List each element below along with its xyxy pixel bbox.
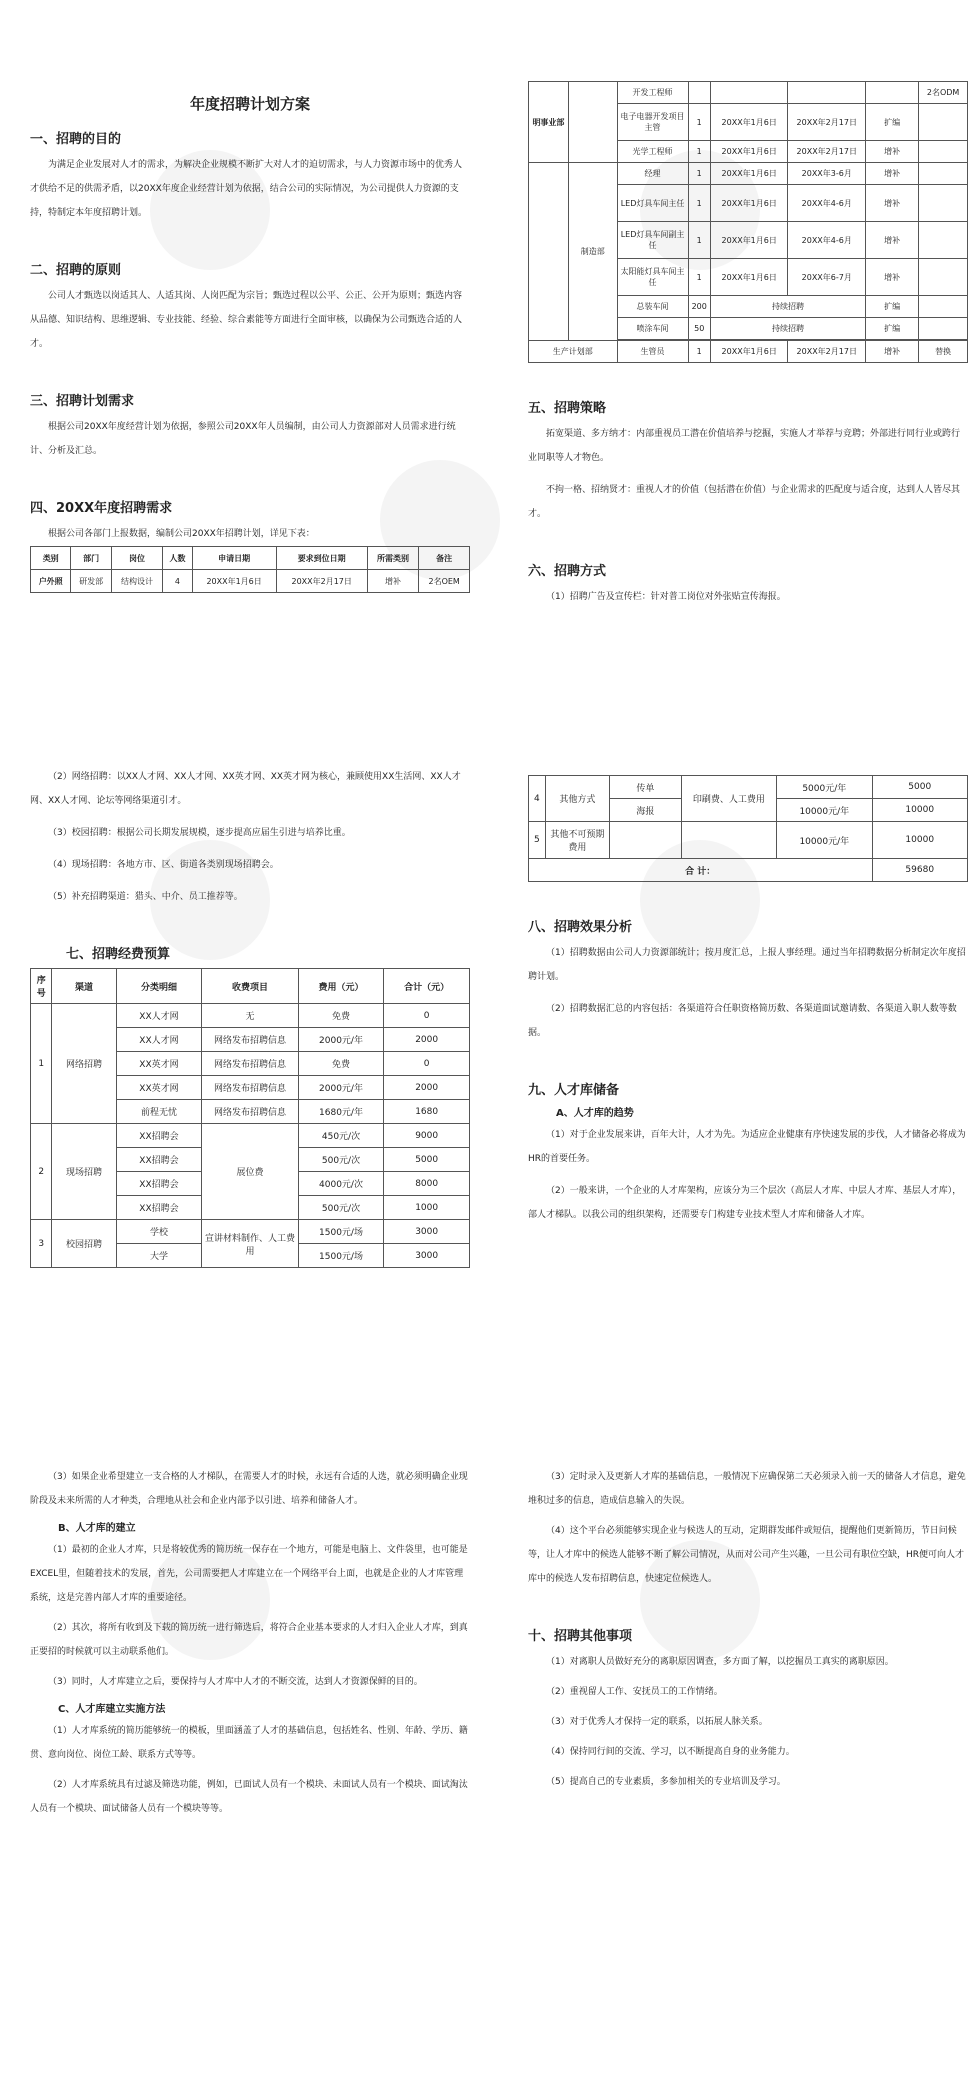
table-cell: 20XX年1月6日 [710,141,788,163]
table-cell: 3000 [384,1244,470,1268]
table-cell [919,222,968,259]
table-row [31,1124,470,1148]
table-header: 岗位 [111,547,163,570]
table-cell: 替换 [919,341,968,363]
table-cell: 制造部 [568,163,617,341]
table-cell: 增补 [866,141,919,163]
paragraph: （4）保持同行间的交流、学习，以不断提高自身的业务能力。 [546,1747,795,1757]
table-cell: 2名ODM [919,82,968,104]
paragraph: （1）最初的企业人才库，只是将较优秀的简历统一保存在一个地方，可能是电脑上、文件袋里，也可能是EXCEL里，但随着技术的发展，首先，公司需要把人才库建立在一个网络平台上面，也就是企业的人才库管理系统，这是完善内部人才库的重要途径。 [30,1545,468,1603]
table-row [529,776,968,799]
table-cell: 2 [31,1124,52,1220]
table-cell: 扩编 [866,296,919,318]
table-cell: 1 [31,1004,52,1124]
table-cell: 光学工程师 [617,141,688,163]
table-cell: 20XX年1月6日 [192,570,276,593]
table-cell: 1500元/场 [298,1244,384,1268]
paragraph: （2）一般来讲，一个企业的人才库架构，应该分为三个层次（高层人才库、中层人才库、基层人才库），部人才梯队。以我公司的组织架构，还需要专门构建专业技术型人才库和储备人才库。 [528,1186,962,1220]
table-cell: 10000元/年 [777,822,872,859]
paragraph: 根据公司各部门上报数据，编制公司20XX年招聘计划，详见下表： [48,529,315,539]
table-header: 类别 [31,547,71,570]
table-cell: 20XX年3-6月 [788,163,866,185]
paragraph: （4）现场招聘：各地方市、区、街道各类别现场招聘会。 [48,860,279,870]
table-cell: 开发工程师 [617,82,688,104]
paragraph: （5）提高自己的专业素质，多参加相关的专业培训及学习。 [546,1777,786,1787]
table-cell: 结构设计 [111,570,163,593]
sub-heading: A、人才库的趋势 [556,1108,634,1119]
table-cell [788,82,866,104]
table-cell: 20XX年2月17日 [788,141,866,163]
table-cell: XX招聘会 [116,1124,202,1148]
table-cell: 2000 [384,1028,470,1052]
table-row [31,1004,470,1028]
table-cell: 免费 [298,1052,384,1076]
table-cell: 2000元/年 [298,1028,384,1052]
paragraph: （3）对于优秀人才保持一定的联系，以拓展人脉关系。 [546,1717,768,1727]
section-heading: 十、招聘其他事项 [528,1629,633,1644]
table-cell: 1 [688,259,710,296]
paragraph: 拓宽渠道、多方纳才：内部重视员工潜在价值培养与挖掘，实施人才举荐与竞聘；外部进行同行业或跨行业同职等人才物色。 [528,429,961,463]
table-cell: 海报 [610,799,682,822]
table-cell: 50 [688,318,710,340]
table-cell: 增补 [367,570,419,593]
table-cell: 其他不可预期费用 [545,822,609,859]
page-2 [528,75,968,609]
table-cell: 0 [384,1052,470,1076]
paragraph: （4）这个平台必须能够实现企业与候选人的互动，定期群发邮件或短信，提醒他们更新简历，节日问候等，让人才库中的候选人能够不断了解公司情况，从而对公司产生兴趣，一旦公司有职位空缺，HR便可向人才库中的候选人发布招聘信息，快速定位候选人。 [528,1526,965,1584]
table-cell: 现场招聘 [52,1124,116,1220]
table-cell: 网络发布招聘信息 [202,1076,298,1100]
table-cell: 1000 [384,1196,470,1220]
table-cell [919,185,968,222]
table-cell: 0 [384,1004,470,1028]
paragraph: （2）人才库系统具有过滤及筛选功能，例如，已面试人员有一个模块、未面试人员有一个模块、面试淘汰人员有一个模块、面试储备人员有一个模块等等。 [30,1780,468,1814]
table-cell: 1500元/场 [298,1220,384,1244]
paragraph: 公司人才甄选以岗适其人、人适其岗、人岗匹配为宗旨；甄选过程以公平、公正、公开为原则；甄选内容从品德、知识结构、思维逻辑、专业技能、经验、综合素能等方面进行全面审核，以确保为公司甄选合适的人才。 [30,291,463,349]
table-cell: 20XX年1月6日 [710,259,788,296]
table-cell: 5000 [384,1148,470,1172]
table-cell: 450元/次 [298,1124,384,1148]
table-cell: 1 [688,341,710,363]
table-cell: 5000元/年 [777,776,872,799]
table-cell: 500元/次 [298,1196,384,1220]
table-cell: 1680 [384,1100,470,1124]
table-cell [919,104,968,141]
table-cell: 20XX年2月17日 [788,341,866,363]
table-cell [919,259,968,296]
table-cell [919,296,968,318]
table-cell: 大学 [116,1244,202,1268]
table-cell: 500元/次 [298,1148,384,1172]
table-cell: 免费 [298,1004,384,1028]
table-cell: 20XX年1月6日 [710,341,788,363]
table-cell: 8000 [384,1172,470,1196]
table-cell: XX招聘会 [116,1172,202,1196]
section-heading: 五、招聘策略 [528,401,607,416]
table-cell: 20XX年1月6日 [710,163,788,185]
paragraph: （2）网络招聘：以XX人才网、XX人才网、XX英才网、XX英才网为核心，兼顾使用XX生活网、XX人才网、XX人才网、论坛等网络渠道引才。 [30,772,461,806]
table-cell: 增补 [866,163,919,185]
table-cell: 生产计划部 [529,341,618,363]
paragraph: （3）同时，人才库建立之后，要保持与人才库中人才的不断交流，达到人才资源保鲜的目的。 [48,1677,423,1687]
table-cell: 扩编 [866,104,919,141]
page-5 [30,1465,470,1821]
table-cell: 传单 [610,776,682,799]
table-cell: 增补 [866,185,919,222]
table-cell: 20XX年1月6日 [710,222,788,259]
table-cell [529,163,569,341]
table-cell: 2000元/年 [298,1076,384,1100]
table-cell: LED灯具车间副主任 [617,222,688,259]
table-cell: 1 [688,222,710,259]
table-cell: 5 [529,822,546,859]
paragraph: （2）其次，将所有收到及下载的简历统一进行筛选后，将符合企业基本要求的人才归入企业人才库，到真正要招的时候就可以主动联系他们。 [30,1623,468,1657]
paragraph: （1）对于企业发展来讲，百年大计，人才为先。为适应企业健康有序快速发展的步伐，人才储备必将成为HR的首要任务。 [528,1130,966,1164]
table-cell: 总装车间 [617,296,688,318]
section-heading: 六、招聘方式 [528,564,607,579]
table-cell: 印刷费、人工费用 [681,776,776,822]
table-cell: 网络发布招聘信息 [202,1028,298,1052]
table-cell: XX英才网 [116,1076,202,1100]
paragraph: （1）对离职人员做好充分的离职原因调查，多方面了解，以挖掘员工真实的离职原因。 [546,1657,894,1667]
table-header: 序号 [31,969,52,1004]
table-cell: 2000 [384,1076,470,1100]
table-header: 费用（元） [298,969,384,1004]
table-cell: 生管员 [617,341,688,363]
table-cell: 4 [529,776,546,822]
paragraph: （2）重视留人工作、安抚员工的工作情绪。 [546,1687,723,1697]
table-header: 所需类别 [367,547,419,570]
table-cell: 10000 [872,822,968,859]
table-header: 部门 [71,547,111,570]
table-cell: XX人才网 [116,1028,202,1052]
table-header: 要求到位日期 [276,547,367,570]
table-cell: 20XX年2月17日 [788,104,866,141]
paragraph: （1）招聘广告及宣传栏：针对普工岗位对外张贴宣传海报。 [546,592,786,602]
table-cell [919,163,968,185]
budget-table-continued [528,775,968,882]
table-cell: 1680元/年 [298,1100,384,1124]
table-cell: 明事业部 [529,82,569,163]
section-heading: 一、招聘的目的 [30,132,122,147]
paragraph: （2）招聘数据汇总的内容包括：各渠道符合任职资格简历数、各渠道面试邀请数、各渠道入职人数等数据。 [528,1004,957,1038]
table-header: 申请日期 [192,547,276,570]
table-cell: 校园招聘 [52,1220,116,1268]
table-cell: 9000 [384,1124,470,1148]
page-4 [528,765,968,1227]
paragraph: 根据公司20XX年度经营计划为依据，参照公司20XX年人员编制，由公司人力资源部对人员需求进行统计、分析及汇总。 [30,422,456,456]
table-cell: 4 [163,570,192,593]
paragraph: （5）补充招聘渠道：猎头、中介、员工推荐等。 [48,892,243,902]
table-cell: 1 [688,104,710,141]
table-cell: 电子电器开发项目主管 [617,104,688,141]
table-cell [610,822,682,859]
table-cell [688,82,710,104]
table-row [31,570,470,593]
paragraph: 不拘一格、招纳贤才：重视人才的价值（包括潜在价值）与企业需求的匹配度与适合度，达到人人皆尽其才。 [528,485,961,519]
table-header: 人数 [163,547,192,570]
table-cell: 持续招聘 [710,318,865,340]
table-cell [866,82,919,104]
paragraph: 为满足企业发展对人才的需求，为解决企业规模不断扩大对人才的迫切需求，与人力资源市场中的优秀人才供给不足的供需矛盾，以20XX年度企业经营计划为依据，结合公司的实际情况，为公司提供人力资源的支持，特制定本年度招聘计划。 [30,160,463,218]
budget-table [30,968,470,1268]
paragraph: （3）如果企业希望建立一支合格的人才梯队，在需要人才的时候，永远有合适的人选，就必须明确企业现阶段及未来所需的人才种类，合理地从社会和企业内部予以引进、培养和储备人才。 [30,1472,468,1506]
table-header: 合计（元） [384,969,470,1004]
table-cell: 3000 [384,1220,470,1244]
section-heading: 二、招聘的原则 [30,263,122,278]
paragraph: （1）人才库系统的简历能够统一的模板，里面涵盖了人才的基础信息，包括姓名、性别、年龄、学历、籍贯、意向岗位、岗位工龄、联系方式等等。 [30,1726,468,1760]
table-cell: 研发部 [71,570,111,593]
table-cell: 喷涂车间 [617,318,688,340]
total-label: 合 计： [529,859,873,882]
section-heading: 三、招聘计划需求 [30,394,135,409]
table-cell: 20XX年1月6日 [710,104,788,141]
table-cell: 5000 [872,776,968,799]
table-cell: LED灯具车间主任 [617,185,688,222]
table-cell: XX英才网 [116,1052,202,1076]
page-6 [528,1465,968,1794]
table-cell: 宣讲材料制作、人工费用 [202,1220,298,1268]
table-cell: 网络发布招聘信息 [202,1100,298,1124]
table-cell: 增补 [866,341,919,363]
table-row [529,822,968,859]
page-1 [30,75,470,593]
table-cell: XX招聘会 [116,1196,202,1220]
page-3 [30,765,470,1268]
table-row [529,859,968,882]
table-header: 备注 [419,547,470,570]
table-row [31,1220,470,1244]
demand-table [30,546,470,593]
table-cell: 增补 [866,222,919,259]
table-cell [681,822,776,859]
table-header: 渠道 [52,969,116,1004]
table-header: 收费项目 [202,969,298,1004]
paragraph: （3）校园招聘：根据公司长期发展规模，逐步提高应届生引进与培养比重。 [48,828,351,838]
table-cell: 3 [31,1220,52,1268]
table-cell: 1 [688,163,710,185]
section-heading: 七、招聘经费预算 [66,947,171,962]
table-cell: 网络招聘 [52,1004,116,1124]
table-cell: 扩编 [866,318,919,340]
paragraph: （3）定时录入及更新人才库的基础信息，一般情况下应确保第二天必须录入前一天的储备人才信息，避免堆积过多的信息，造成信息输入的失误。 [528,1472,966,1506]
table-cell: 其他方式 [545,776,609,822]
total-value: 59680 [872,859,968,882]
table-cell: 前程无忧 [116,1100,202,1124]
section-heading: 四、20XX年度招聘需求 [30,501,173,516]
table-cell: 20XX年1月6日 [710,185,788,222]
table-header: 分类明细 [116,969,202,1004]
document-title: 年度招聘计划方案 [189,95,310,113]
table-cell [919,141,968,163]
demand-table-continued [528,81,968,363]
sub-heading: B、人才库的建立 [58,1523,136,1534]
section-heading: 九、人才库储备 [528,1083,620,1098]
table-cell: 10000 [872,799,968,822]
section-heading: 八、招聘效果分析 [528,920,633,935]
table-cell: 200 [688,296,710,318]
table-cell: 1 [688,185,710,222]
table-cell: XX招聘会 [116,1148,202,1172]
table-cell: 学校 [116,1220,202,1244]
table-cell [710,82,788,104]
table-cell [919,318,968,340]
table-cell: 增补 [866,259,919,296]
table-cell: 经理 [617,163,688,185]
table-cell: 太阳能灯具车间主任 [617,259,688,296]
table-cell: 4000元/次 [298,1172,384,1196]
table-cell: 展位费 [202,1124,298,1220]
table-cell: 1 [688,141,710,163]
table-cell: 网络发布招聘信息 [202,1052,298,1076]
table-cell: 20XX年6-7月 [788,259,866,296]
table-cell: 20XX年4-6月 [788,185,866,222]
table-cell: XX人才网 [116,1004,202,1028]
table-cell: 持续招聘 [710,296,865,318]
table-cell: 户外照 [31,570,71,593]
table-cell: 无 [202,1004,298,1028]
paragraph: （1）招聘数据由公司人力资源部统计；按月度汇总，上报人事经理。通过当年招聘数据分析制定次年度招聘计划。 [528,948,966,982]
table-cell [568,82,617,163]
table-cell: 20XX年2月17日 [276,570,367,593]
table-cell: 20XX年4-6月 [788,222,866,259]
table-cell: 10000元/年 [777,799,872,822]
table-cell: 2名OEM [419,570,470,593]
sub-heading: C、人才库建立实施方法 [58,1704,166,1715]
